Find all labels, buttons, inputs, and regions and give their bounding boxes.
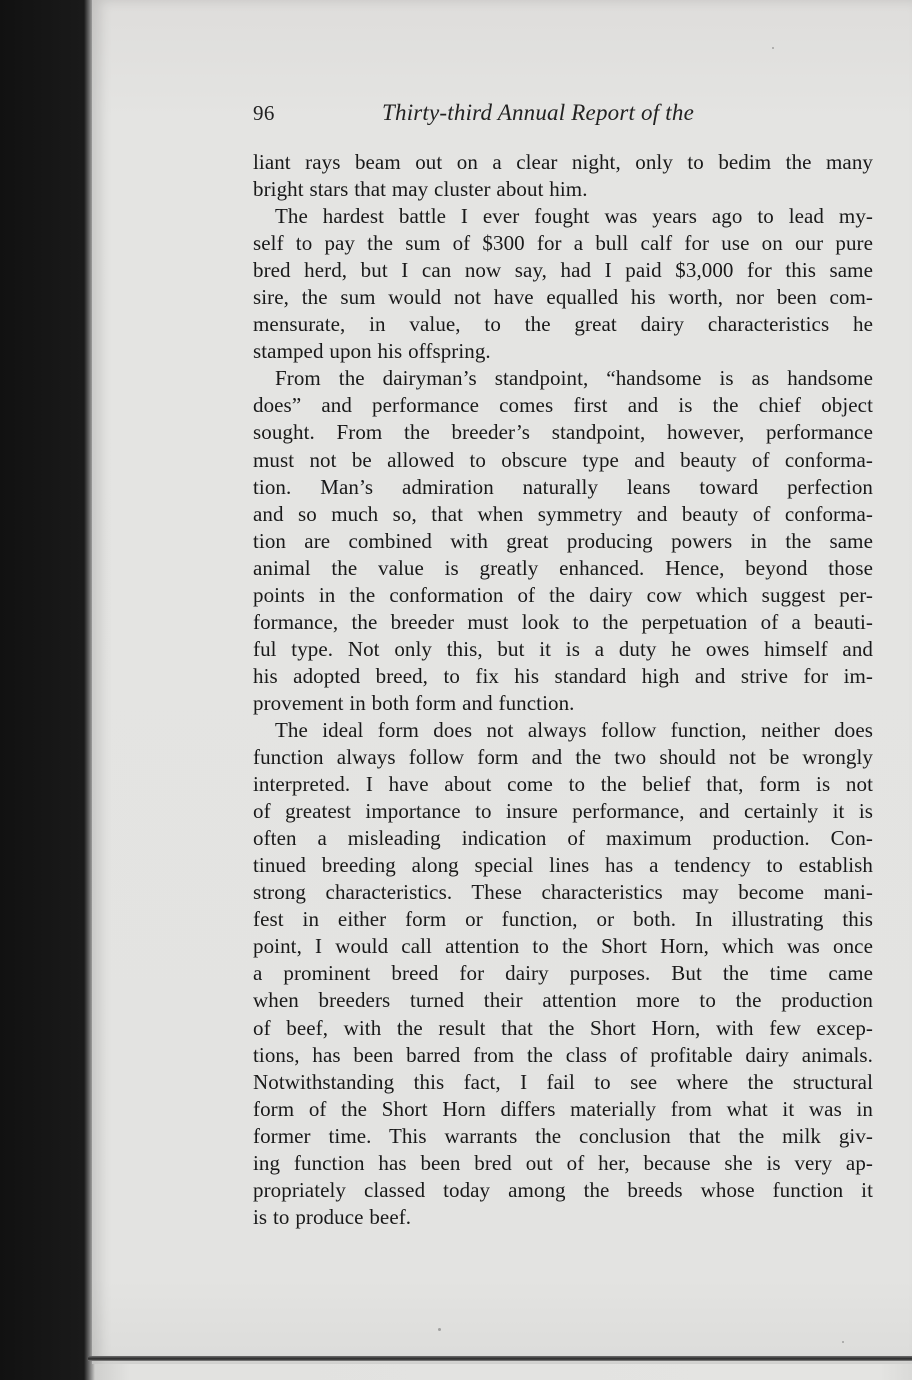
- text-line: ful type. Not only this, but it is a duty he owes himself and: [253, 636, 873, 661]
- text-line: bred herd, but I can now say, had I paid $3,000 for this same: [253, 258, 873, 283]
- text-line: tions, has been barred from the class of profitable dairy animals.: [253, 1042, 873, 1067]
- text-line: former time. This warrants the conclusion that the milk giv-: [253, 1123, 873, 1148]
- text-line: liant rays beam out on a clear night, only to bedim the many: [253, 150, 873, 174]
- paragraph-first-line: The hardest battle I ever fought was years ago to lead my-: [275, 204, 873, 229]
- paper-speck: [842, 1341, 844, 1343]
- text-line: interpreted. I have about come to the belief that, form is not: [253, 772, 873, 797]
- text-line: mensurate, in value, to the great dairy characteristics he: [253, 312, 873, 337]
- text-line: sire, the sum would not have equalled his worth, nor been com-: [253, 285, 873, 310]
- paper-speck: [772, 47, 774, 49]
- text-line: and so much so, that when symmetry and beauty of conforma-: [253, 501, 873, 526]
- text-line: fest in either form or function, or both. In illustrating this: [253, 907, 873, 932]
- text-line: tinued breeding along special lines has a tendency to establish: [253, 853, 873, 878]
- page-number: 96: [253, 101, 275, 125]
- text-line: a prominent breed for dairy purposes. But the time came: [253, 961, 873, 986]
- text-line: function always follow form and the two should not be wrongly: [253, 745, 873, 770]
- text-line: of greatest importance to insure performance, and certainly it is: [253, 799, 873, 824]
- text-line: often a misleading indication of maximum production. Con-: [253, 826, 873, 851]
- text-line: Notwithstanding this fact, I fail to see where the structural: [253, 1069, 873, 1094]
- text-line: form of the Short Horn differs materially from what it was in: [253, 1096, 873, 1121]
- text-line: self to pay the sum of $300 for a bull calf for use on our pure: [253, 231, 873, 256]
- body-text: [253, 149, 873, 1231]
- text-line: is to produce beef.: [253, 1204, 412, 1229]
- running-head: Thirty-third Annual Report of the: [382, 100, 694, 125]
- text-line: his adopted breed, to fix his standard high and strive for im-: [253, 663, 873, 688]
- text-line: formance, the breeder must look to the perpetuation of a beauti-: [253, 609, 873, 634]
- text-line: of beef, with the result that the Short Horn, with few excep-: [253, 1015, 873, 1040]
- text-line: when breeders turned their attention more to the production: [253, 988, 873, 1013]
- text-line: does” and performance comes first and is the chief object: [253, 393, 873, 418]
- text-line: strong characteristics. These characteristics may become mani-: [253, 880, 873, 905]
- text-line: animal the value is greatly enhanced. Hence, beyond those: [253, 555, 873, 580]
- page-bottom-edge: [88, 1356, 912, 1361]
- text-line: points in the conformation of the dairy cow which suggest per-: [253, 582, 873, 607]
- text-line: point, I would call attention to the Short Horn, which was once: [253, 934, 873, 959]
- paragraph-first-line: The ideal form does not always follow function, neither does: [275, 717, 873, 742]
- text-line: stamped upon his offspring.: [253, 339, 491, 364]
- text-line: sought. From the breeder’s standpoint, however, performance: [253, 420, 873, 445]
- text-line: must not be allowed to obscure type and beauty of conforma-: [253, 447, 873, 472]
- paragraph-first-line: From the dairyman’s standpoint, “handsome is as handsome: [275, 366, 873, 391]
- page-header: [253, 99, 873, 133]
- text-line: ing function has been bred out of her, because she is very ap-: [253, 1150, 873, 1175]
- text-line: bright stars that may cluster about him.: [253, 177, 588, 202]
- text-line: provement in both form and function.: [253, 690, 575, 715]
- text-line: tion. Man’s admiration naturally leans toward perfection: [253, 474, 873, 499]
- text-line: tion are combined with great producing powers in the same: [253, 528, 873, 553]
- text-line: propriately classed today among the breeds whose function it: [253, 1177, 873, 1202]
- paper-speck: [438, 1328, 441, 1331]
